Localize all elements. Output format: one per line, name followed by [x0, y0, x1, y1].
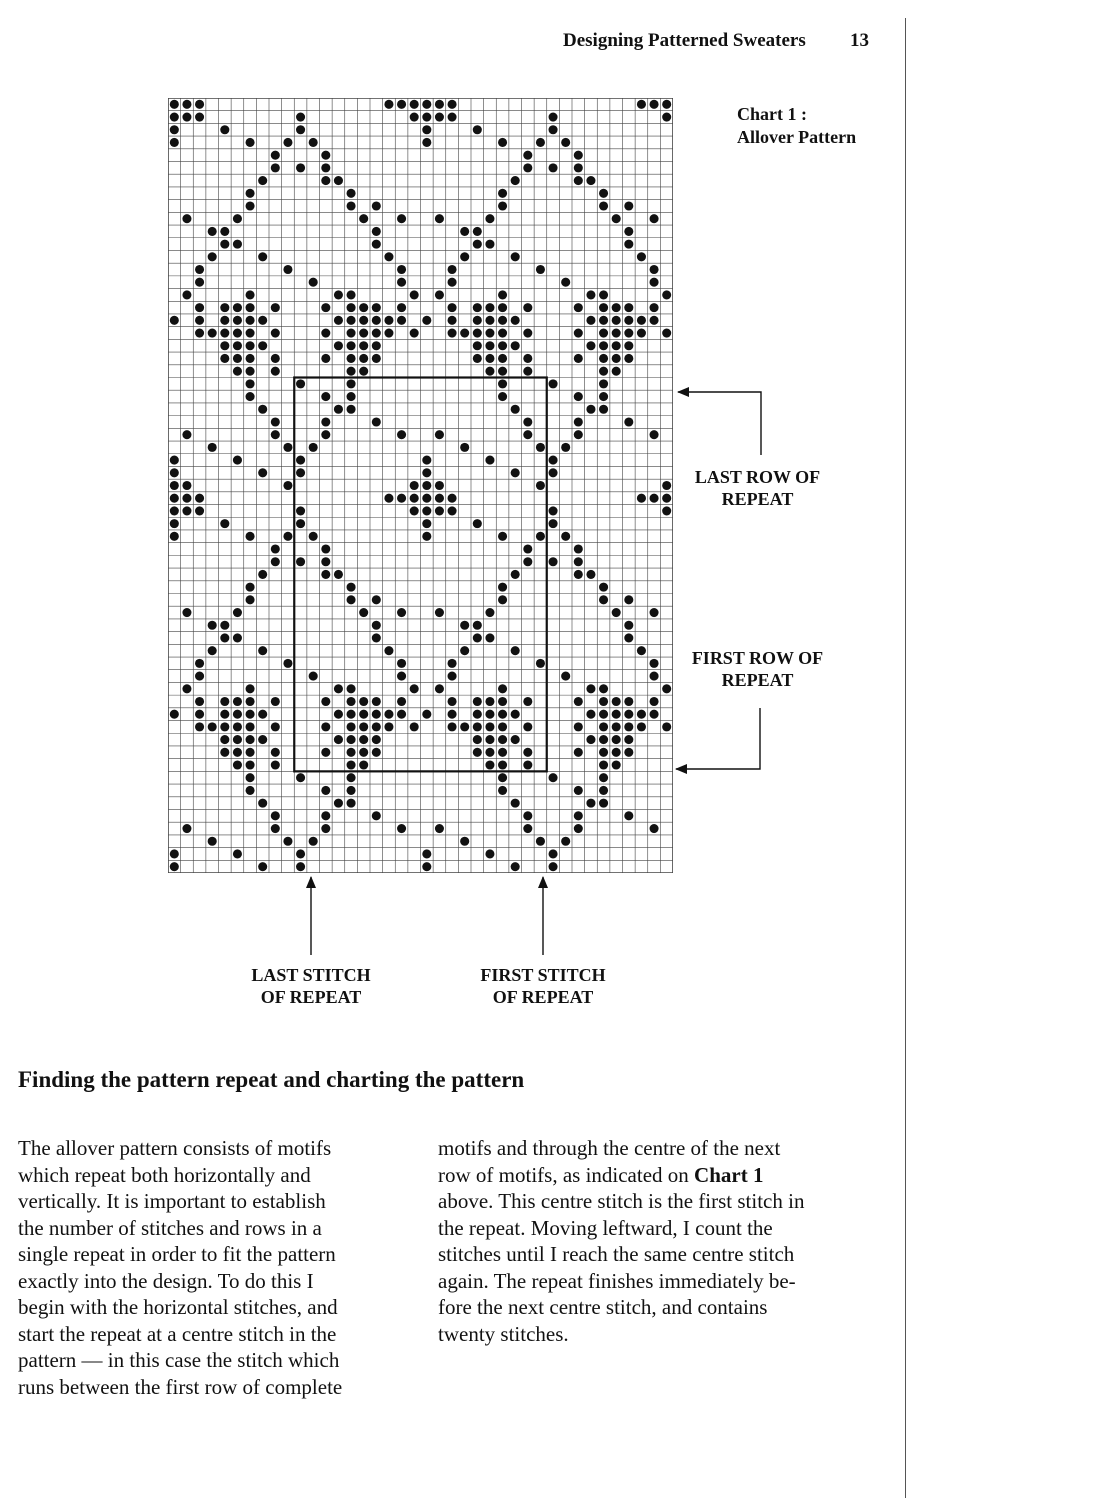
first-stitch-label: [458, 964, 628, 1008]
body-text-line: fore the next centre stitch, and contains: [438, 1295, 768, 1319]
first-stitch-label-line2: OF REPEAT: [492, 987, 594, 1007]
first-row-label-line1: FIRST ROW OF: [691, 648, 824, 668]
first-row-label: [670, 647, 845, 691]
body-text-line: stitches until I reach the same centre stitch: [438, 1242, 795, 1266]
section-heading: Finding the pattern repeat and charting the pattern: [18, 1067, 525, 1092]
body-text-line: motifs and through the centre of the next: [438, 1136, 781, 1160]
page-number: 13: [850, 30, 869, 51]
body-column-right: [438, 1135, 878, 1347]
chart-reference: Chart 1: [694, 1162, 764, 1187]
body-text-line: The allover pattern consists of motifs: [18, 1136, 332, 1160]
first-row-arrow: [676, 708, 760, 769]
body-text-line: above. This centre stitch is the first stitch in: [438, 1189, 805, 1213]
body-text-line: twenty stitches.: [438, 1321, 569, 1346]
body-text-line: which repeat both horizontally and: [18, 1162, 311, 1187]
last-stitch-label-line1: LAST STITCH: [251, 965, 371, 985]
body-text-line: pattern — in this case the stitch which: [18, 1348, 340, 1372]
last-row-label: [670, 466, 845, 510]
body-text-line: begin with the horizontal stitches, and: [18, 1295, 338, 1319]
chart-caption-line1: Chart 1 :: [737, 104, 807, 124]
last-row-arrow: [678, 392, 761, 455]
first-stitch-label-line1: FIRST STITCH: [480, 965, 606, 985]
last-row-label-line2: REPEAT: [721, 489, 794, 509]
body-text-line: the repeat. Moving leftward, I count the: [438, 1215, 773, 1240]
last-row-label-line1: LAST ROW OF: [694, 467, 821, 487]
body-text-line: [438, 1162, 878, 1189]
running-title: Designing Patterned Sweaters: [563, 30, 806, 51]
last-stitch-label-line2: OF REPEAT: [260, 987, 362, 1007]
first-row-label-line2: REPEAT: [721, 670, 794, 690]
body-text-run: row of motifs, as indicated on: [438, 1162, 695, 1187]
body-text-line: again. The repeat finishes immediately be-: [438, 1268, 796, 1293]
body-text-line: vertically. It is important to establish: [18, 1189, 326, 1213]
body-text-line: the number of stitches and rows in a: [18, 1215, 322, 1240]
body-text-line: exactly into the design. To do this I: [18, 1268, 314, 1293]
body-text-line: runs between the first row of complete: [18, 1374, 343, 1399]
last-stitch-label: [226, 964, 396, 1008]
chart-caption-line2: Allover Pattern: [737, 127, 857, 147]
body-text-line: start the repeat at a centre stitch in the: [18, 1321, 337, 1346]
body-text-line: single repeat in order to fit the pattern: [18, 1242, 336, 1266]
body-column-left: [18, 1135, 418, 1400]
